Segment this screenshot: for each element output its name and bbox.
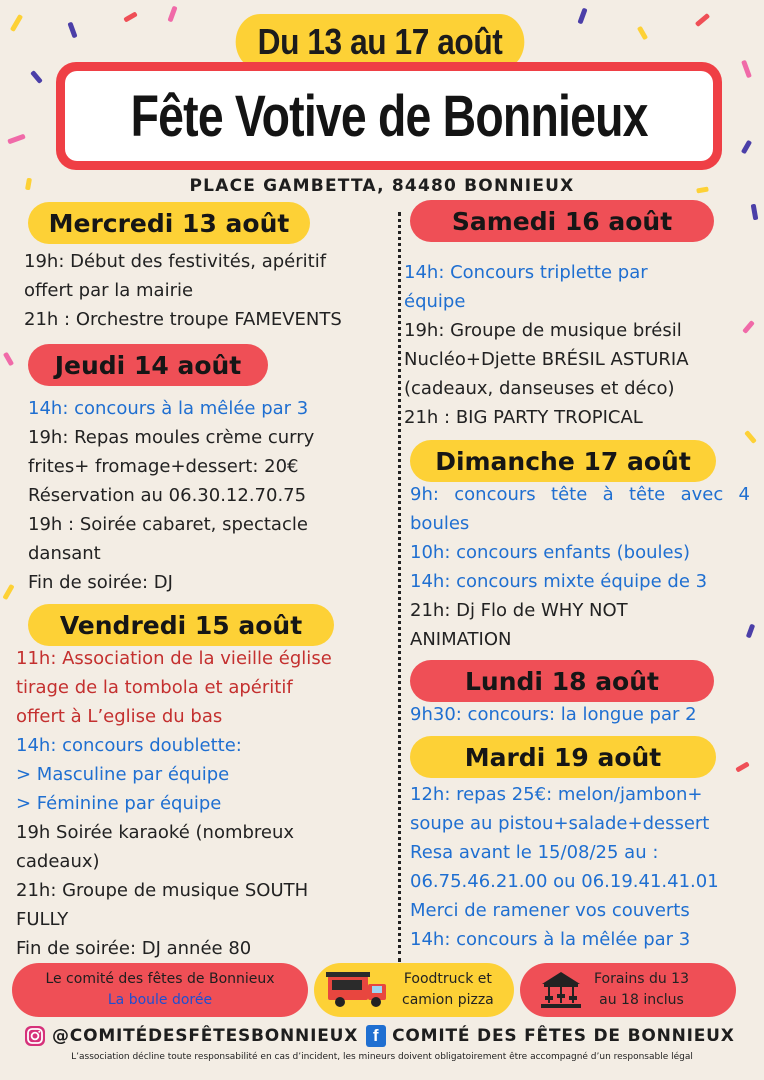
- schedule-line: tirage de la tombola et apéritif: [16, 677, 293, 698]
- day-heading-mardi: Mardi 19 août: [410, 736, 716, 778]
- schedule-line: 21h: Groupe de musique SOUTH: [16, 880, 309, 901]
- schedule-line: cadeaux): [16, 851, 100, 872]
- column-divider: [398, 212, 401, 962]
- forains-label-2: au 18 inclus: [599, 992, 684, 1008]
- schedule-line: 19h Soirée karaoké (nombreux: [16, 822, 295, 843]
- schedule-line: 21h: Dj Flo de WHY NOT: [410, 600, 628, 621]
- schedule-line: ANIMATION: [410, 629, 512, 650]
- event-address: PLACE GAMBETTA, 84480 BONNIEUX: [189, 176, 575, 196]
- schedule-line: Fin de soirée: DJ année 80: [16, 938, 252, 959]
- schedule-line: > Féminine par équipe: [16, 793, 222, 814]
- legal-disclaimer: L’association décline toute responsabilité en cas d’incident, les mineurs doivent obligatoirement être accompagné d’un responsable légal: [71, 1052, 693, 1062]
- word: 9h:: [410, 484, 439, 505]
- facebook-icon[interactable]: f: [366, 1025, 386, 1047]
- schedule-line: 19h: Début des festivités, apéritif: [24, 251, 327, 272]
- schedule-line: 21h : Orchestre troupe FAMEVENTS: [24, 309, 342, 330]
- schedule-line: 14h: concours doublette:: [16, 735, 242, 756]
- schedule-line: 06.75.46.21.00 ou 06.19.41.41.01: [410, 871, 719, 892]
- schedule-mercredi: [24, 247, 342, 334]
- comite-badge: [12, 963, 308, 1017]
- schedule-line: dansant: [28, 543, 101, 564]
- schedule-line: FULLY: [16, 909, 69, 930]
- schedule-line-justified: [410, 480, 750, 509]
- day-heading-vendredi: Vendredi 15 août: [28, 604, 334, 646]
- schedule-line: 19h : Soirée cabaret, spectacle: [28, 514, 308, 535]
- schedule-line: Nucléo+Djette BRÉSIL ASTURIA: [404, 349, 689, 370]
- carousel-icon: [538, 968, 584, 1012]
- foodtruck-label-2: camion pizza: [402, 992, 494, 1008]
- day-heading-mercredi: Mercredi 13 août: [28, 202, 310, 244]
- schedule-jeudi: [28, 394, 314, 597]
- schedule-vendredi: [16, 644, 332, 963]
- schedule-samedi: [404, 258, 689, 432]
- schedule-lundi: [410, 700, 697, 729]
- schedule-line: 9h30: concours: la longue par 2: [410, 704, 697, 725]
- schedule-line: Fin de soirée: DJ: [28, 572, 173, 593]
- schedule-dimanche: [410, 480, 750, 654]
- schedule-line: 19h: Groupe de musique brésil: [404, 320, 682, 341]
- foodtruck-icon: [324, 970, 394, 1010]
- schedule-line: 14h: concours à la mêlée par 3: [28, 398, 309, 419]
- instagram-handle[interactable]: @COMITÉDESFÊTESBONNIEUX: [52, 1026, 359, 1046]
- word: à: [602, 484, 614, 505]
- day-heading-lundi: Lundi 18 août: [410, 660, 714, 702]
- forains-label: Forains du 13: [594, 971, 689, 987]
- schedule-line: frites+ fromage+dessert: 20€: [28, 456, 299, 477]
- day-heading-dimanche: Dimanche 17 août: [410, 440, 716, 482]
- facebook-page[interactable]: COMITÉ DES FÊTES DE BONNIEUX: [392, 1026, 735, 1046]
- event-dates-badge: Du 13 au 17 août: [236, 14, 525, 70]
- word: avec: [680, 484, 724, 505]
- schedule-line: 14h: concours à la mêlée par 3: [410, 929, 691, 950]
- schedule-line: Réservation au 06.30.12.70.75: [28, 485, 307, 506]
- schedule-line: 14h: concours mixte équipe de 3: [410, 571, 708, 592]
- schedule-line: 11h: Association de la vieille église: [16, 648, 332, 669]
- schedule-line: > Masculine par équipe: [16, 764, 230, 785]
- schedule-line: 10h: concours enfants (boules): [410, 542, 690, 563]
- schedule-line: Merci de ramener vos couverts: [410, 900, 690, 921]
- word: tête: [628, 484, 666, 505]
- schedule-line: soupe au pistou+salade+dessert: [410, 813, 710, 834]
- forains-badge: [520, 963, 736, 1017]
- foodtruck-badge: [314, 963, 514, 1017]
- schedule-line: 19h: Repas moules crème curry: [28, 427, 315, 448]
- title-frame: [56, 62, 722, 170]
- comite-name: Le comité des fêtes de Bonnieux: [45, 971, 275, 987]
- schedule-line: offert à L’eglise du bas: [16, 706, 223, 727]
- instagram-icon[interactable]: [24, 1025, 46, 1047]
- word: tête: [551, 484, 588, 505]
- schedule-mardi: [410, 780, 719, 954]
- schedule-line: (cadeaux, danseuses et déco): [404, 378, 675, 399]
- foodtruck-label: Foodtruck et: [403, 971, 492, 987]
- schedule-line: offert par la mairie: [24, 280, 194, 301]
- day-heading-jeudi: Jeudi 14 août: [28, 344, 268, 386]
- word: concours: [454, 484, 536, 505]
- comite-subtitle: La boule dorée: [107, 992, 213, 1008]
- title-inner: [65, 71, 713, 161]
- schedule-line: 14h: Concours triplette par: [404, 262, 648, 283]
- day-heading-samedi: Samedi 16 août: [410, 200, 714, 242]
- social-bar: [24, 1022, 744, 1050]
- word: 4: [738, 484, 750, 505]
- schedule-line: Resa avant le 15/08/25 au :: [410, 842, 659, 863]
- schedule-line: 21h : BIG PARTY TROPICAL: [404, 407, 643, 428]
- schedule-line: 12h: repas 25€: melon/jambon+: [410, 784, 703, 805]
- page-title: Fête Votive de Bonnieux: [130, 83, 648, 149]
- schedule-line: boules: [410, 513, 470, 534]
- schedule-line: équipe: [404, 291, 466, 312]
